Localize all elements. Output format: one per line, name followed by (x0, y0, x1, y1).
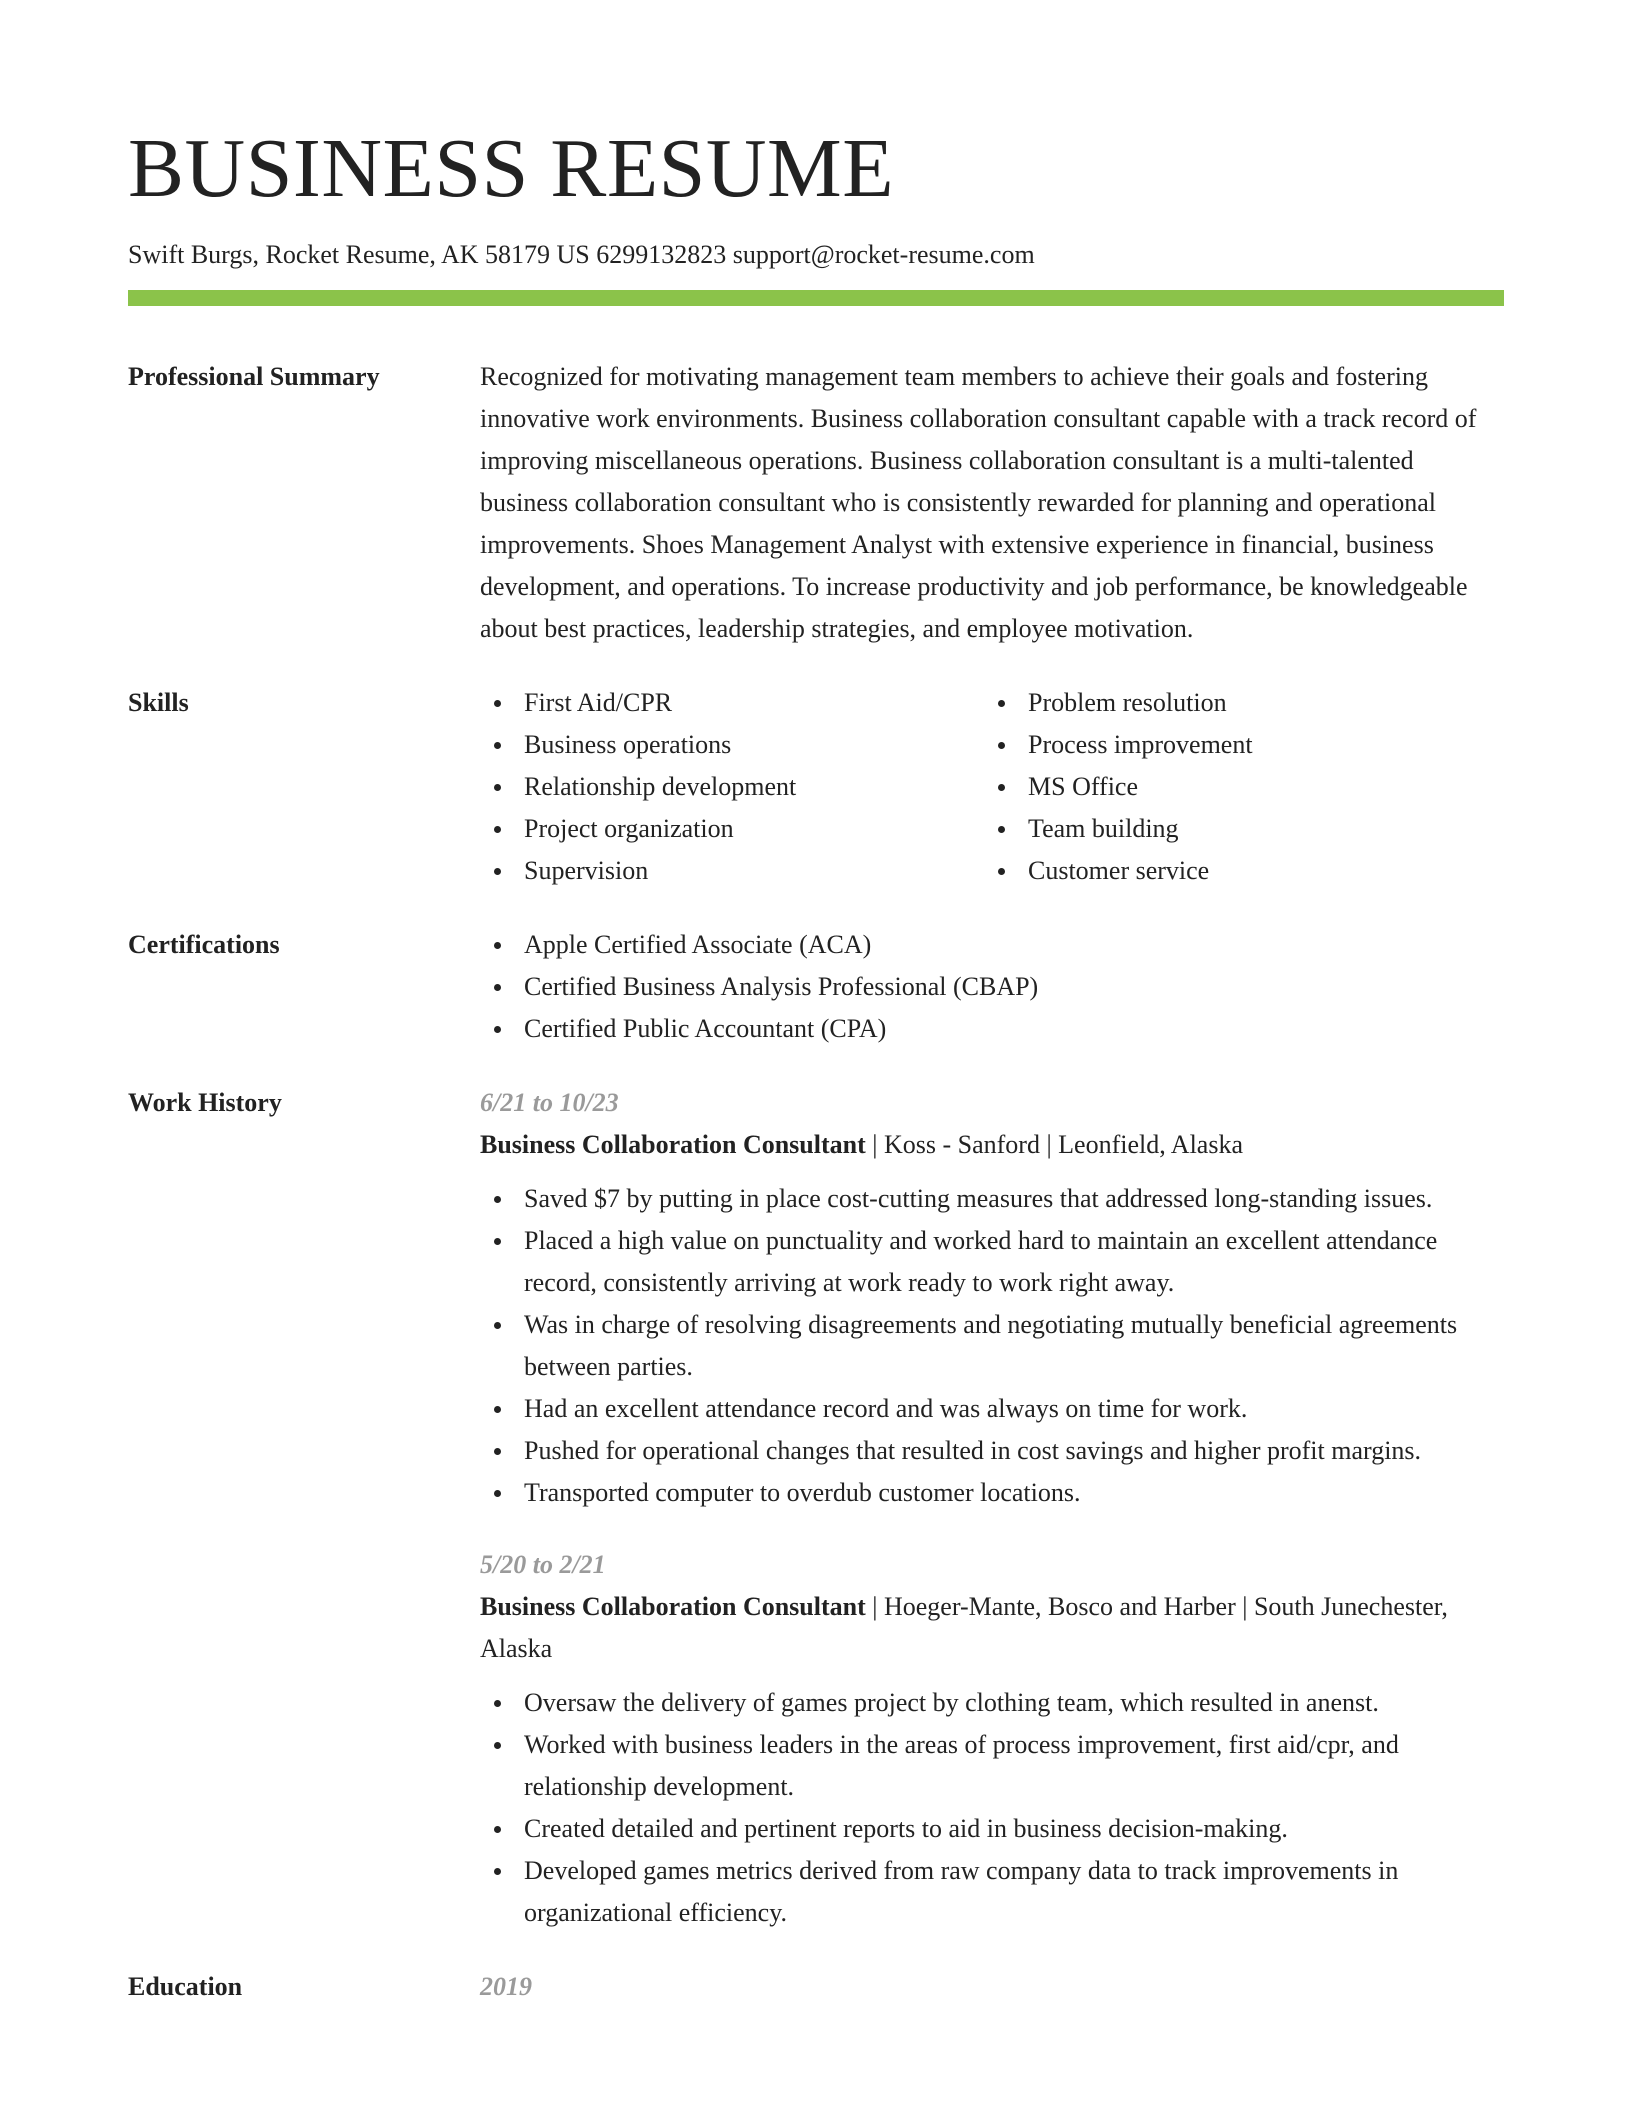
job-title: Business Collaboration Consultant (480, 1130, 866, 1160)
job-bullets (480, 1682, 1504, 1934)
section-label-skills: Skills (128, 688, 189, 718)
accent-divider (128, 290, 1504, 306)
skill-item: MS Office (984, 766, 1488, 808)
section-label-education: Education (128, 1972, 243, 2002)
certification-item: Certified Business Analysis Professional (CBAP) (480, 966, 1504, 1008)
job-bullet: Pushed for operational changes that resulted in cost savings and higher profit margins. (480, 1430, 1504, 1472)
job-heading (480, 1124, 1504, 1166)
job-entry (480, 1082, 1504, 1514)
certifications-list (480, 924, 1504, 1050)
job-title: Business Collaboration Consultant (480, 1592, 866, 1622)
certification-item: Certified Public Accountant (CPA) (480, 1008, 1504, 1050)
job-bullet: Was in charge of resolving disagreements and negotiating mutually beneficial agreements between parties. (480, 1304, 1504, 1388)
skill-item: Business operations (480, 724, 984, 766)
job-entry (480, 1544, 1504, 1934)
certification-item: Apple Certified Associate (ACA) (480, 924, 1504, 966)
education-section (128, 1966, 1504, 2008)
job-bullet: Created detailed and pertinent reports to aid in business decision-making. (480, 1808, 1504, 1850)
skill-item: Team building (984, 808, 1488, 850)
skill-item: Supervision (480, 850, 984, 892)
job-bullet: Worked with business leaders in the areas of process improvement, first aid/cpr, and relationship development. (480, 1724, 1504, 1808)
skill-item: Problem resolution (984, 682, 1488, 724)
skills-list-left (480, 682, 984, 892)
job-bullet: Placed a high value on punctuality and worked hard to maintain an excellent attendance record, consistently arriving at work ready to work right away. (480, 1220, 1504, 1304)
skill-item: Process improvement (984, 724, 1488, 766)
job-bullet: Oversaw the delivery of games project by clothing team, which resulted in anenst. (480, 1682, 1504, 1724)
skill-item: Project organization (480, 808, 984, 850)
professional-summary-section (128, 356, 1504, 650)
skill-item: First Aid/CPR (480, 682, 984, 724)
certifications-section (128, 924, 1504, 1050)
job-dates: 6/21 to 10/23 (480, 1088, 619, 1118)
resume-page (128, 0, 1504, 2008)
contact-line: Swift Burgs, Rocket Resume, AK 58179 US 6299132823 support@rocket-resume.com (128, 240, 1035, 269)
job-bullet: Had an excellent attendance record and was always on time for work. (480, 1388, 1504, 1430)
job-bullets (480, 1178, 1504, 1514)
section-label-summary: Professional Summary (128, 362, 380, 392)
job-details: | Koss - Sanford | Leonfield, Alaska (865, 1130, 1243, 1160)
job-bullet: Saved $7 by putting in place cost-cutting measures that addressed long-standing issues. (480, 1178, 1504, 1220)
job-dates: 5/20 to 2/21 (480, 1550, 606, 1580)
education-date: 2019 (480, 1972, 532, 2002)
skill-item: Customer service (984, 850, 1488, 892)
resume-title: BUSINESS RESUME (128, 122, 895, 215)
job-heading (480, 1586, 1504, 1670)
skill-item: Relationship development (480, 766, 984, 808)
section-label-work-history: Work History (128, 1088, 282, 1118)
skills-section (128, 682, 1504, 892)
job-bullet: Transported computer to overdub customer locations. (480, 1472, 1504, 1514)
job-details: | Hoeger-Mante, Bosco and Harber | South Junechester, Alaska (480, 1592, 1448, 1664)
section-label-certifications: Certifications (128, 930, 280, 960)
summary-text: Recognized for motivating management team members to achieve their goals and fostering innovative work environments. Business collaboration consultant capable with a track record of improving miscellaneous operations. Business collaboration consultant is a multi-talented business collaboration consultant who is consistently rewarded for planning and operational improvements. Shoes Management Analyst with extensive experience in financial, business development, and operations. To increase productivity and job performance, be knowledgeable about best practices, leadership strategies, and employee motivation. (480, 362, 1477, 644)
job-bullet: Developed games metrics derived from raw company data to track improvements in organizational efficiency. (480, 1850, 1504, 1934)
skills-list-right (984, 682, 1488, 892)
work-history-section (128, 1082, 1504, 1934)
